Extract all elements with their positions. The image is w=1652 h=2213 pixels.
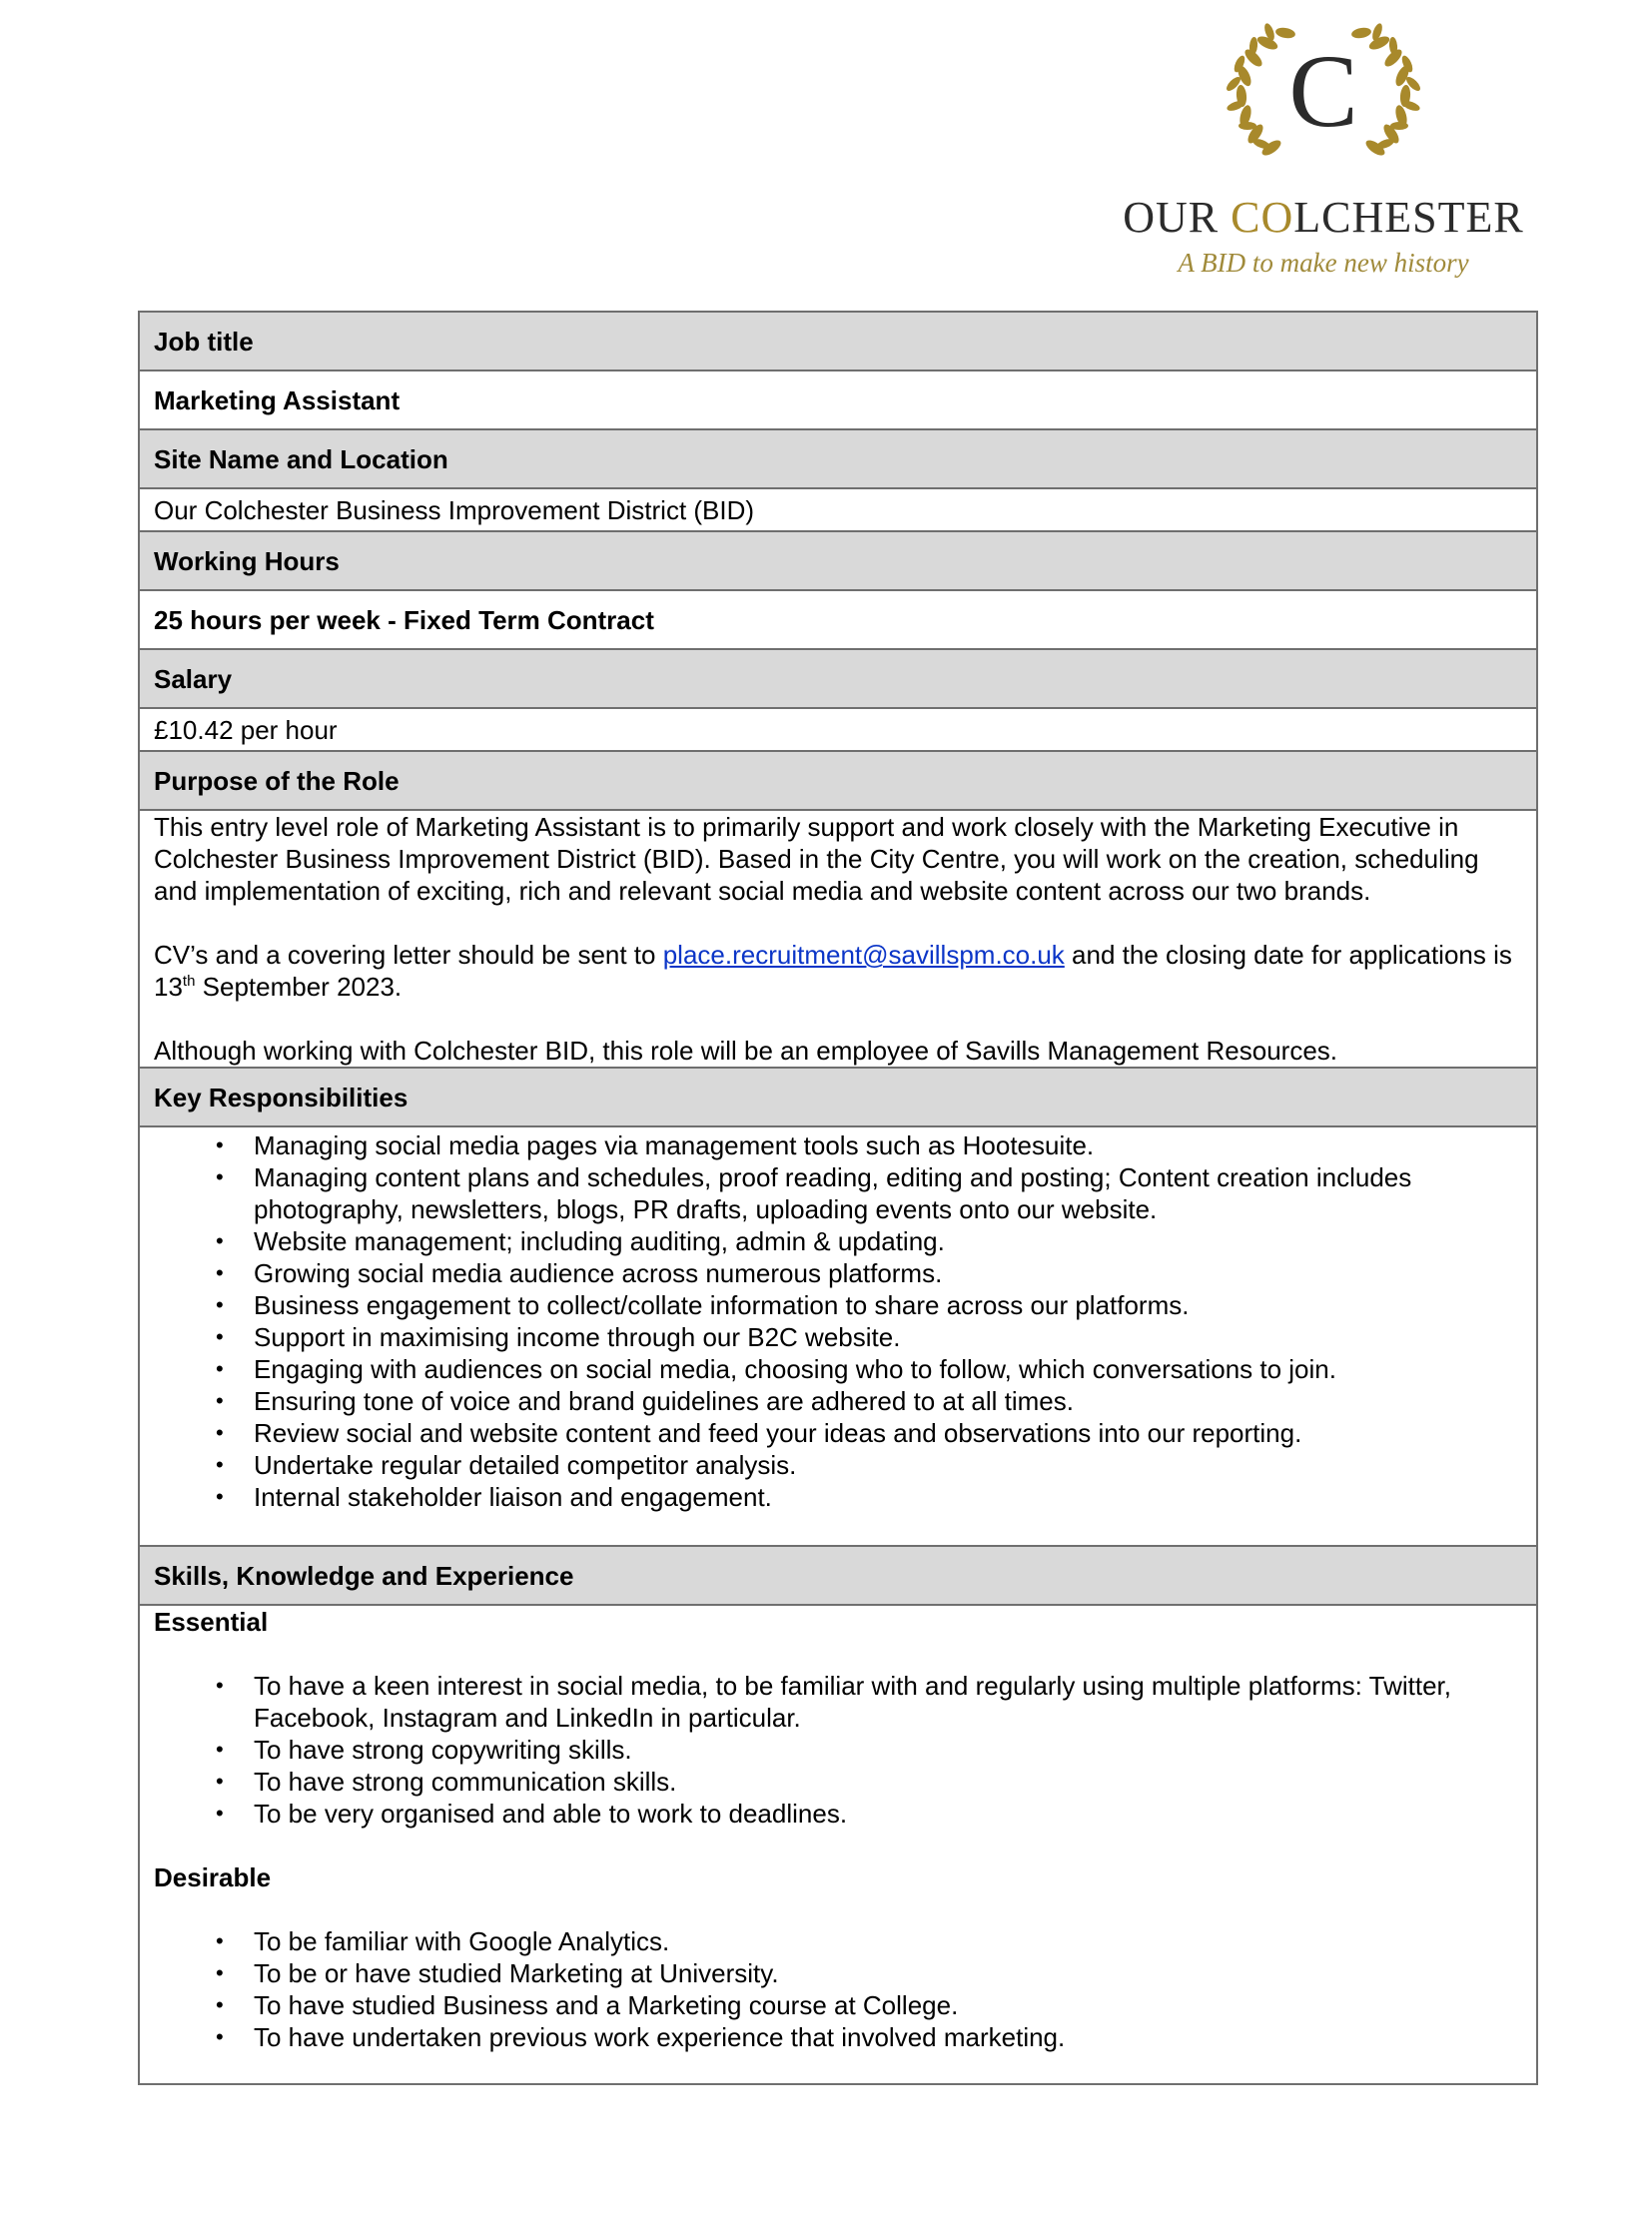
bullet-icon: • — [216, 1769, 224, 1794]
responsibilities-section — [140, 1127, 1536, 1547]
bullet-icon: • — [216, 2024, 224, 2049]
skills-section — [140, 1606, 1536, 2085]
bullet-item — [154, 1289, 1522, 1321]
essential-label: Essential — [154, 1607, 269, 1637]
bullet-item — [154, 1321, 1522, 1353]
bullet-text: To have undertaken previous work experience that involved marketing. — [254, 2022, 1066, 2052]
bullet-icon: • — [216, 1801, 224, 1826]
bullet-text: To have studied Business and a Marketing course at College. — [254, 1990, 959, 2020]
bullet-text: Review social and website content and feed your ideas and observations into our reporting. — [254, 1418, 1302, 1448]
bullet-text: Growing social media audience across numerous platforms. — [254, 1258, 943, 1288]
bullet-text: To have strong copywriting skills. — [254, 1735, 632, 1765]
bullet-item — [154, 1989, 1522, 2021]
bullet-icon: • — [216, 1260, 224, 1285]
employer-note: Although working with Colchester BID, this role will be an employee of Savills Management Resources. — [154, 1036, 1338, 1066]
logo-letter: C — [1288, 34, 1358, 149]
bullet-icon: • — [216, 1452, 224, 1477]
bullet-item — [154, 1670, 1522, 1734]
logo-tagline: A BID to make new history — [1178, 248, 1469, 278]
bullet-item — [154, 1734, 1522, 1766]
desirable-list — [154, 1925, 1522, 2053]
bullet-text: Managing social media pages via management tools such as Hootesuite. — [254, 1130, 1095, 1160]
recruitment-email-link[interactable]: place.recruitment@savillspm.co.uk — [662, 940, 1065, 970]
bullet-item — [154, 1225, 1522, 1257]
bullet-icon: • — [216, 1388, 224, 1413]
bullet-text: Support in maximising income through our B2C website. — [254, 1322, 901, 1352]
desirable-label: Desirable — [154, 1862, 272, 1892]
bullet-text: Managing content plans and schedules, proof reading, editing and posting; Content creation includes photography, newsletters, blogs, PR drafts, uploading events onto our website. — [254, 1162, 1412, 1224]
bullet-item — [154, 1353, 1522, 1385]
job-description-table — [138, 311, 1538, 2085]
essential-list — [154, 1670, 1522, 1830]
salary-value: £10.42 per hour — [140, 709, 1536, 752]
bullet-item — [154, 1161, 1522, 1225]
bullet-item — [154, 1798, 1522, 1830]
bullet-icon: • — [216, 1484, 224, 1509]
bullet-item — [154, 1766, 1522, 1798]
bullet-text: To be very organised and able to work to deadlines. — [254, 1799, 848, 1829]
bullet-icon: • — [216, 1132, 224, 1157]
bullet-icon: • — [216, 1292, 224, 1317]
bullet-item — [154, 1417, 1522, 1449]
bullet-icon: • — [216, 1673, 224, 1698]
bullet-icon: • — [216, 1960, 224, 1985]
bullet-item — [154, 2021, 1522, 2053]
bullet-text: Ensuring tone of voice and brand guidelines are adhered to at all times. — [254, 1386, 1074, 1416]
bullet-text: To be or have studied Marketing at University. — [254, 1958, 779, 1988]
bullet-icon: • — [216, 1928, 224, 1953]
site-value: Our Colchester Business Improvement District (BID) — [140, 489, 1536, 532]
cv-paragraph: CV’s and a covering letter should be sent to place.recruitment@savillspm.co.uk and the closing date for applications is 13th September 2023. — [154, 940, 1512, 1002]
bullet-text: Business engagement to collect/collate information to share across our platforms. — [254, 1290, 1190, 1320]
bullet-item — [154, 1481, 1522, 1513]
bullet-item — [154, 1385, 1522, 1417]
salary-label: Salary — [140, 650, 1536, 709]
bullet-item — [154, 1957, 1522, 1989]
bullet-icon: • — [216, 1992, 224, 2017]
purpose-section — [140, 811, 1536, 1069]
hours-label: Working Hours — [140, 532, 1536, 591]
our-colchester-logo — [1109, 18, 1538, 280]
bullet-icon: • — [216, 1737, 224, 1762]
laurel-wreath-icon — [1224, 18, 1423, 168]
site-label: Site Name and Location — [140, 430, 1536, 489]
bullet-icon: • — [216, 1228, 224, 1253]
bullet-icon: • — [216, 1420, 224, 1445]
bullet-icon: • — [216, 1164, 224, 1189]
bullet-text: To have a keen interest in social media, to be familiar with and regularly using multiple platforms: Twitter, Facebook, Instagram and LinkedIn in particular. — [254, 1671, 1451, 1733]
bullet-text: To be familiar with Google Analytics. — [254, 1926, 670, 1956]
purpose-label: Purpose of the Role — [140, 752, 1536, 811]
bullet-item — [154, 1129, 1522, 1161]
logo-name: OUR COLCHESTER — [1123, 193, 1524, 242]
bullet-item — [154, 1449, 1522, 1481]
bullet-text: Engaging with audiences on social media, choosing who to follow, which conversations to join. — [254, 1354, 1336, 1384]
bullet-text: Website management; including auditing, admin & updating. — [254, 1226, 945, 1256]
bullet-item — [154, 1257, 1522, 1289]
responsibilities-list — [154, 1129, 1522, 1513]
purpose-paragraph: This entry level role of Marketing Assistant is to primarily support and work closely with the Marketing Executive in Colchester Business Improvement District (BID). Based in the City Centre, you will work on the creation, scheduling and implementation of exciting, rich and relevant social media and website content across our two brands. — [154, 812, 1479, 906]
bullet-text: To have strong communication skills. — [254, 1767, 677, 1797]
bullet-text: Internal stakeholder liaison and engagement. — [254, 1482, 772, 1512]
skills-label: Skills, Knowledge and Experience — [140, 1547, 1536, 1606]
job-title-value: Marketing Assistant — [140, 371, 1536, 430]
job-title-label: Job title — [140, 313, 1536, 371]
bullet-item — [154, 1925, 1522, 1957]
bullet-text: Undertake regular detailed competitor analysis. — [254, 1450, 797, 1480]
bullet-icon: • — [216, 1324, 224, 1349]
hours-value: 25 hours per week - Fixed Term Contract — [140, 591, 1536, 650]
responsibilities-label: Key Responsibilities — [140, 1069, 1536, 1127]
bullet-icon: • — [216, 1356, 224, 1381]
